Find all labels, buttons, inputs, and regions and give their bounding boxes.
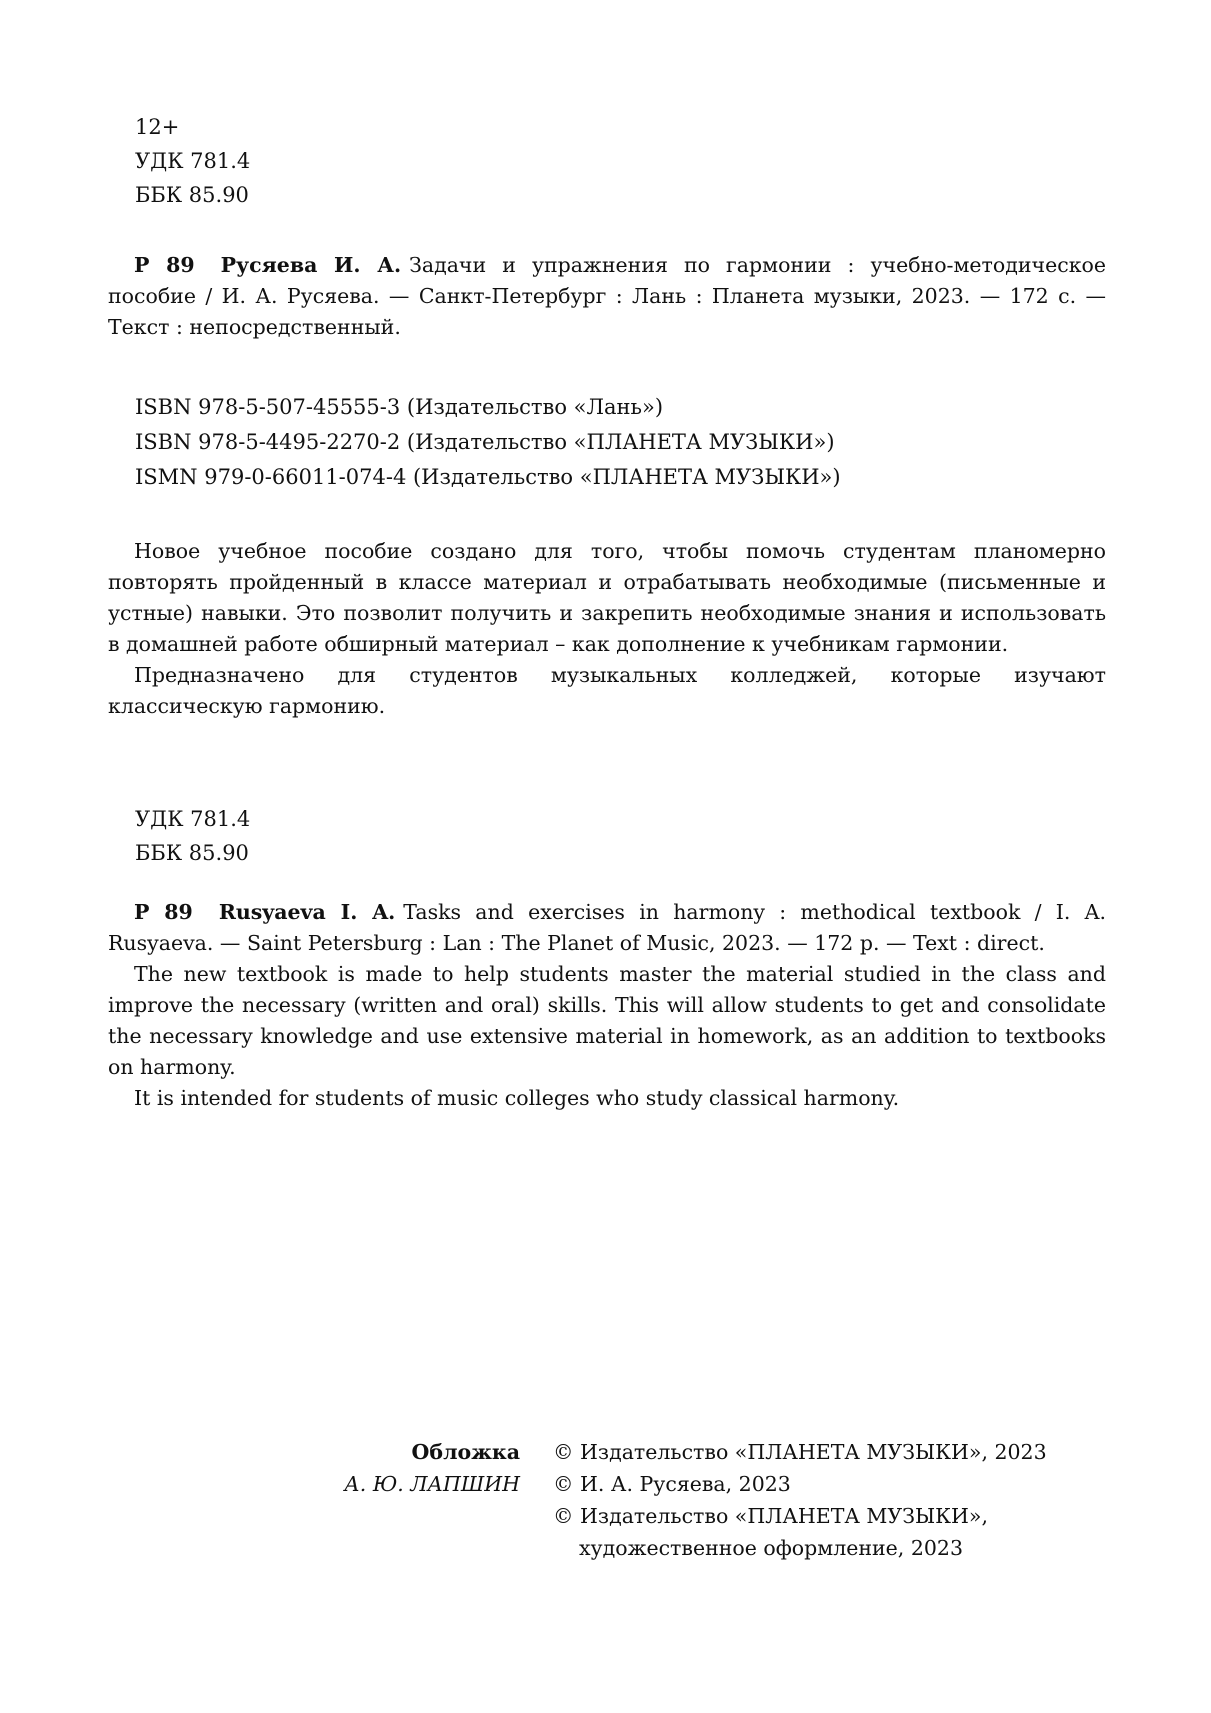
annotation-ru-paragraph-2: Предназначено для студентов музыкальных колледжей, которые изучают классическую гармонию. [108,663,1106,718]
copyright-line-publisher-design: © Издательство «ПЛАНЕТА МУЗЫКИ», [553,1504,988,1528]
copyright-line-author: © И. А. Русяева, 2023 [553,1472,791,1496]
annotation-en-paragraph-1: The new textbook is made to help students master the material studied in the class and improve the necessary (written and oral) skills. This will allow students to get and consolidate the necessary knowledge and use extensive material in homework, as an addition to textbooks on harmony. [108,962,1106,1079]
catalog-text-en: Tasks and exercises in harmony : methodical textbook / I. A. Rusyaeva. — Saint Petersburg : Lan : The Planet of Music, 2023. — 172 p. — Text : direct. [108,900,1106,955]
cover-artist-name: А. Ю. ЛАПШИН [344,1472,520,1496]
isbn-line-lan: ISBN 978-5-507-45555-3 (Издательство «Лань») [135,395,664,419]
copyright-line-design-year: художественное оформление, 2023 [579,1536,964,1560]
annotation-ru-paragraph-1: Новое учебное пособие создано для того, чтобы помочь студентам планомерно повторять пройденный в классе материал и отрабатывать необходимые (письменные и устные) навыки. Это позволит получить и закрепить необходимые знания и использовать в домашней работе обширный материал – как дополнение к учебникам гармонии. [108,539,1106,656]
ismn-line: ISMN 979-0-66011-074-4 (Издательство «ПЛАНЕТА МУЗЫКИ») [135,465,841,489]
catalog-entry-ru [108,250,1106,343]
catalog-author-en: Rusyaeva I. A. [218,900,396,924]
catalog-author-ru: Русяева И. А. [220,253,402,277]
age-rating: 12+ [135,115,180,139]
annotation-en-paragraph-2: It is intended for students of music colleges who study classical harmony. [134,1086,900,1110]
isbn-line-planeta: ISBN 978-5-4495-2270-2 (Издательство «ПЛАНЕТА МУЗЫКИ») [135,430,835,454]
udk-code-top: УДК 781.4 [135,149,251,173]
bottom-codes-block [135,802,250,870]
catalog-code-ru: Р 89 [134,253,195,277]
copyright-line-publisher: © Издательство «ПЛАНЕТА МУЗЫКИ», 2023 [553,1440,1047,1464]
bbk-code-bottom: ББК 85.90 [135,841,249,865]
udk-code-bottom: УДК 781.4 [135,807,251,831]
top-codes-block [135,110,250,212]
english-section [108,897,1106,1114]
bbk-code-top: ББК 85.90 [135,183,249,207]
catalog-entry-en [108,897,1106,959]
colophon-copyright-block [553,1436,1047,1564]
catalog-text-ru: Задачи и упражнения по гармонии : учебно-методическое пособие / И. А. Русяева. — Санкт-Петербург : Лань : Планета музыки, 2023. — 172 с. — Текст : непосредственный. [108,253,1106,339]
identifiers-block [135,390,841,495]
catalog-code-en: Р 89 [134,900,193,924]
colophon-cover-credit [250,1436,520,1500]
annotation-ru-block [108,536,1106,722]
cover-label: Обложка [411,1440,520,1464]
